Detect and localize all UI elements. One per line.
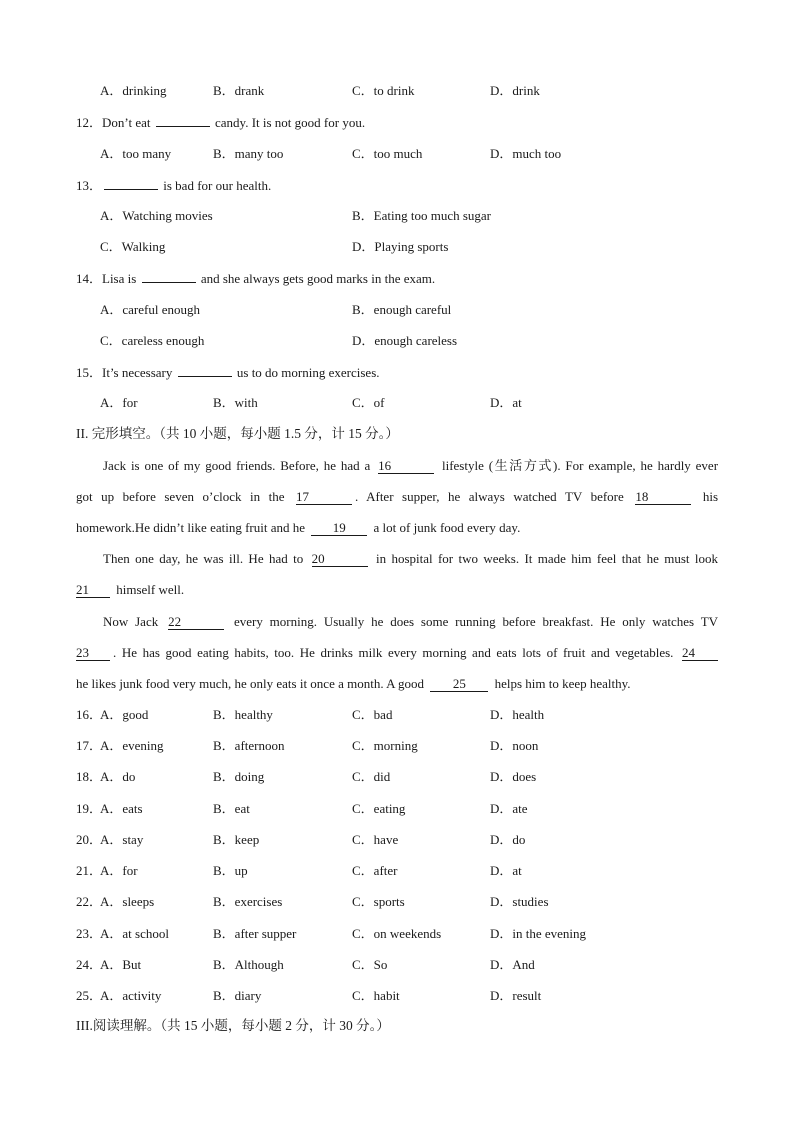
cloze-option-d[interactable]: D．health — [490, 707, 545, 722]
cloze-option-a[interactable]: A．But — [100, 957, 142, 972]
passage-blank-24: 24 — [682, 645, 718, 661]
q13-options-row2 — [0, 238, 794, 256]
passage-p1-line3: homework.He didn’t like eating fruit and he 19 a lot of junk food every day. — [76, 520, 521, 535]
cloze-question-number: 18． — [76, 769, 103, 784]
cloze-question-number: 22． — [76, 894, 103, 909]
q15-stem: 15．It’s necessary us to do morning exercises. — [76, 365, 380, 380]
cloze-question-23 — [0, 925, 794, 943]
cloze-option-c[interactable]: C．eating — [352, 801, 406, 816]
cloze-option-d[interactable]: D．does — [490, 769, 537, 784]
cloze-question-24 — [0, 956, 794, 974]
q15-blank — [178, 363, 232, 377]
passage-p3-line2: 23 . He has good eating habits, too. He drinks milk every morning and eats lots of fruit and vegetables. 24 — [76, 644, 718, 662]
cloze-question-16 — [0, 706, 794, 724]
cloze-option-a[interactable]: A．stay — [100, 832, 144, 847]
cloze-question-number: 16． — [76, 707, 103, 722]
cloze-question-number: 17． — [76, 738, 103, 753]
cloze-option-b[interactable]: B．up — [213, 863, 248, 878]
cloze-option-a[interactable]: A．activity — [100, 988, 162, 1003]
q11-option-b[interactable]: B．drank — [213, 83, 265, 98]
cloze-option-c[interactable]: C．bad — [352, 707, 393, 722]
cloze-option-c[interactable]: C．did — [352, 769, 391, 784]
cloze-option-a[interactable]: A．good — [100, 707, 149, 722]
cloze-question-number: 25． — [76, 988, 103, 1003]
passage-blank-21: 21 — [76, 582, 110, 598]
cloze-option-c[interactable]: C．So — [352, 957, 388, 972]
q12-option-d[interactable]: D．much too — [490, 146, 562, 161]
q14-option-c[interactable]: C．careless enough — [100, 333, 205, 348]
q12-option-a[interactable]: A．too many — [100, 146, 172, 161]
cloze-question-18 — [0, 768, 794, 786]
cloze-option-b[interactable]: B．after supper — [213, 926, 297, 941]
passage-blank-18: 18 — [635, 489, 691, 505]
q12-option-c[interactable]: C．too much — [352, 146, 423, 161]
q14-option-b[interactable]: B．enough careful — [352, 302, 452, 317]
q12-blank — [156, 113, 210, 127]
passage-blank-16: 16 — [378, 458, 434, 474]
cloze-option-a[interactable]: A．for — [100, 863, 138, 878]
q13-option-d[interactable]: D．Playing sports — [352, 239, 449, 254]
q15-option-a[interactable]: A．for — [100, 395, 138, 410]
q14-option-d[interactable]: D．enough careless — [352, 333, 458, 348]
q12-options — [0, 145, 794, 163]
cloze-option-c[interactable]: C．morning — [352, 738, 418, 753]
cloze-option-b[interactable]: B．Although — [213, 957, 284, 972]
cloze-option-c[interactable]: C．after — [352, 863, 398, 878]
q12-option-b[interactable]: B．many too — [213, 146, 284, 161]
q11-option-a[interactable]: A．drinking — [100, 83, 167, 98]
passage-blank-23: 23 — [76, 645, 110, 661]
passage-blank-17: 17 — [296, 489, 352, 505]
cloze-question-17 — [0, 737, 794, 755]
q15-option-c[interactable]: C．of — [352, 395, 385, 410]
cloze-option-d[interactable]: D．in the evening — [490, 926, 587, 941]
q15-option-b[interactable]: B．with — [213, 395, 258, 410]
cloze-option-d[interactable]: D．do — [490, 832, 526, 847]
cloze-option-a[interactable]: A．do — [100, 769, 136, 784]
cloze-question-number: 20． — [76, 832, 103, 847]
cloze-question-19 — [0, 800, 794, 818]
cloze-option-b[interactable]: B．afternoon — [213, 738, 285, 753]
cloze-option-b[interactable]: B．healthy — [213, 707, 273, 722]
cloze-question-number: 21． — [76, 863, 103, 878]
passage-blank-20: 20 — [312, 551, 368, 567]
cloze-option-d[interactable]: D．result — [490, 988, 542, 1003]
cloze-option-a[interactable]: A．at school — [100, 926, 169, 941]
q14-blank — [142, 269, 196, 283]
cloze-question-number: 23． — [76, 926, 103, 941]
cloze-option-b[interactable]: B．exercises — [213, 894, 283, 909]
cloze-option-b[interactable]: B．keep — [213, 832, 260, 847]
q11-option-d[interactable]: D．drink — [490, 83, 540, 98]
section-reading-title: III.阅读理解。（共 15 小题，每小题 2 分，计 30 分。） — [76, 1018, 390, 1033]
cloze-option-d[interactable]: D．And — [490, 957, 535, 972]
cloze-option-d[interactable]: D．noon — [490, 738, 539, 753]
cloze-option-a[interactable]: A．evening — [100, 738, 164, 753]
cloze-question-25 — [0, 987, 794, 1005]
passage-p3-line3: he likes junk food very much, he only eats it once a month. A good 25 helps him to keep healthy. — [76, 676, 631, 691]
cloze-option-b[interactable]: B．doing — [213, 769, 265, 784]
q15-options — [0, 394, 794, 412]
q13-stem: 13． is bad for our health. — [76, 178, 272, 193]
q11-options — [0, 82, 794, 100]
section-cloze-title: II. 完形填空。（共 10 小题，每小题 1.5 分，计 15 分。） — [76, 426, 399, 441]
cloze-question-number: 19． — [76, 801, 103, 816]
passage-blank-19: 19 — [311, 520, 367, 536]
q14-option-a[interactable]: A．careful enough — [100, 302, 200, 317]
cloze-option-a[interactable]: A．sleeps — [100, 894, 155, 909]
cloze-option-c[interactable]: C．on weekends — [352, 926, 442, 941]
cloze-question-20 — [0, 831, 794, 849]
cloze-option-d[interactable]: D．ate — [490, 801, 528, 816]
cloze-option-c[interactable]: C．sports — [352, 894, 405, 909]
q14-options-row1 — [0, 301, 794, 319]
passage-p3-line1: Now Jack 22 every morning. Usually he does some running before breakfast. He only watches TV — [103, 614, 719, 629]
q13-option-c[interactable]: C．Walking — [100, 239, 166, 254]
cloze-question-22 — [0, 893, 794, 911]
q13-options-row1 — [0, 207, 794, 225]
cloze-option-c[interactable]: C．habit — [352, 988, 400, 1003]
q14-stem: 14．Lisa is and she always gets good marks in the exam. — [76, 271, 436, 286]
q14-options-row2 — [0, 332, 794, 350]
passage-p1-line2: got up before seven o’clock in the 17 . After supper, he always watched TV before 18 his — [76, 489, 719, 504]
cloze-option-b[interactable]: B．eat — [213, 801, 250, 816]
passage-p1-line1: Jack is one of my good friends. Before, he had a 16 lifestyle (生活方式). For example, he hardly ever — [103, 458, 719, 473]
passage-p2-line2: 21 himself well. — [76, 582, 185, 597]
q13-blank — [104, 176, 158, 190]
cloze-question-21 — [0, 862, 794, 880]
cloze-option-b[interactable]: B．diary — [213, 988, 262, 1003]
cloze-option-d[interactable]: D．at — [490, 863, 522, 878]
passage-blank-25: 25 — [430, 676, 488, 692]
q13-option-a[interactable]: A．Watching movies — [100, 208, 213, 223]
passage-p2-line1: Then one day, he was ill. He had to 20 in hospital for two weeks. It made him feel that he must look — [103, 551, 719, 566]
passage-blank-22: 22 — [168, 614, 224, 630]
q13-option-b[interactable]: B．Eating too much sugar — [352, 208, 492, 223]
cloze-option-d[interactable]: D．studies — [490, 894, 549, 909]
cloze-option-a[interactable]: A．eats — [100, 801, 143, 816]
q11-option-c[interactable]: C．to drink — [352, 83, 415, 98]
cloze-option-c[interactable]: C．have — [352, 832, 399, 847]
q12-stem: 12．Don’t eat candy. It is not good for you. — [76, 115, 366, 130]
cloze-question-number: 24． — [76, 957, 103, 972]
q15-option-d[interactable]: D．at — [490, 395, 522, 410]
